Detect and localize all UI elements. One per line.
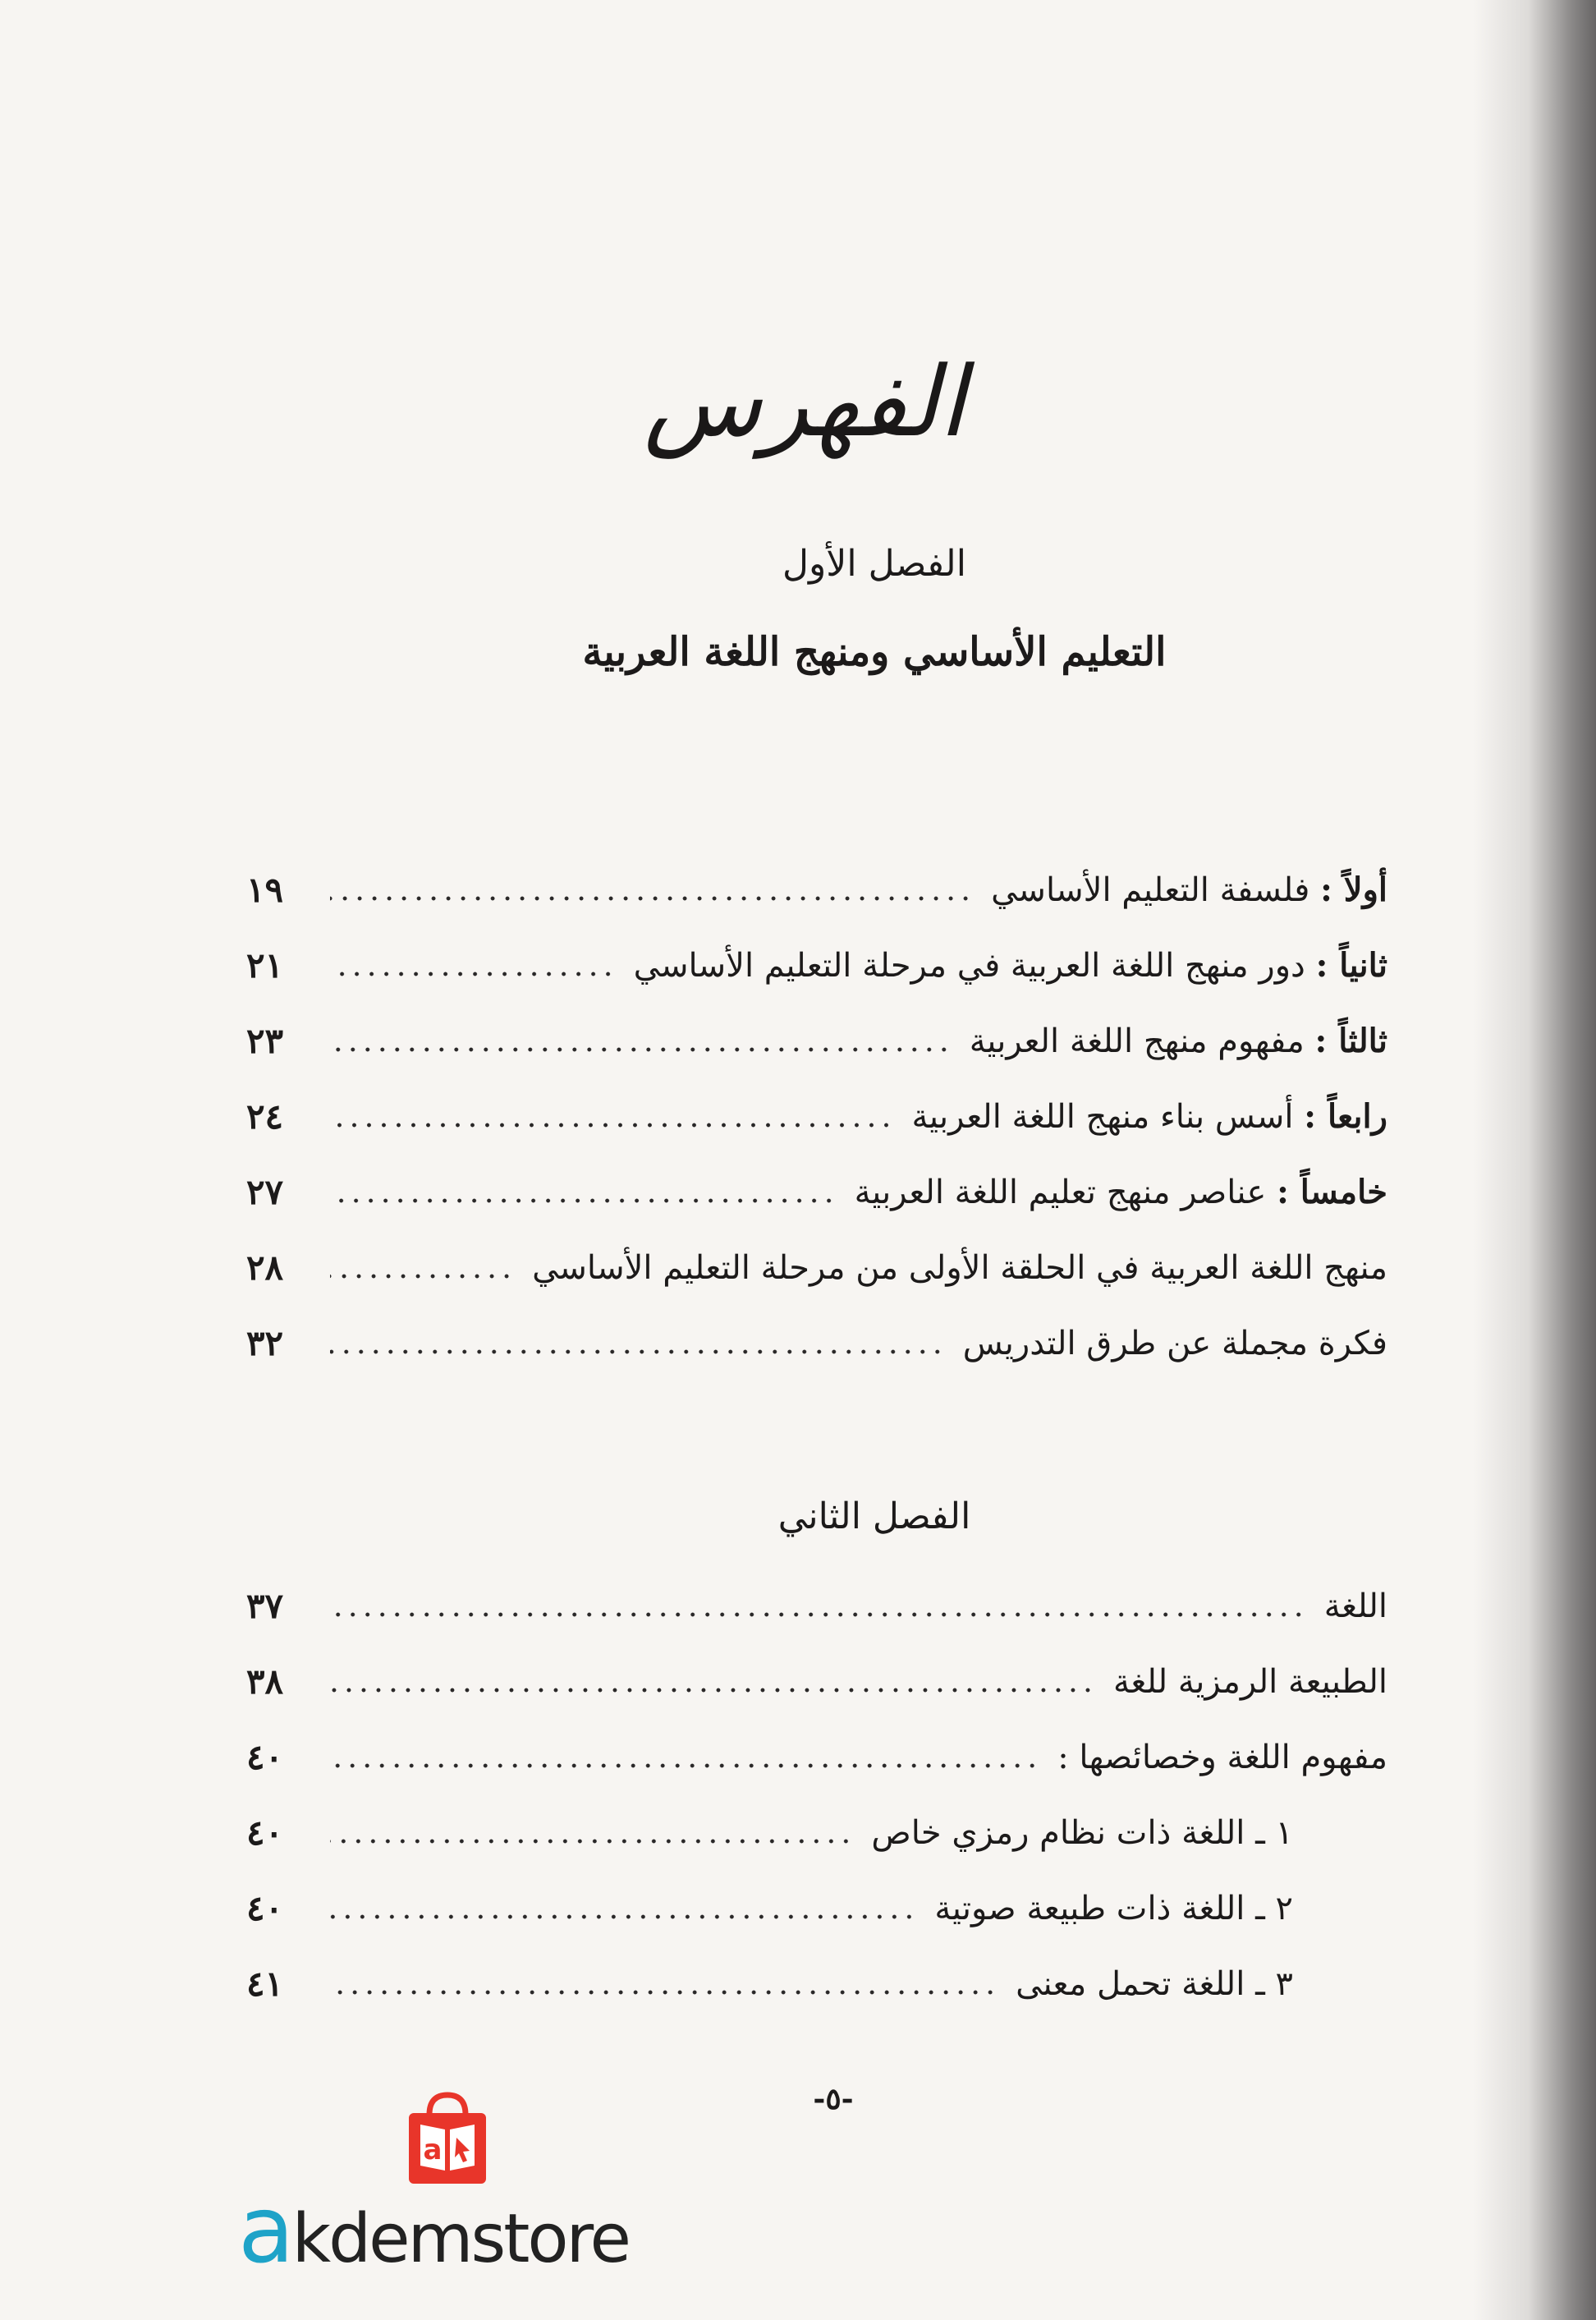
toc-entry-prefix: رابعاً :: [1304, 1097, 1387, 1136]
toc-page-number: ٣٢: [246, 1323, 284, 1363]
toc-page-number: ٤٠: [246, 1737, 284, 1777]
toc-entry-text: [854, 1173, 1387, 1211]
toc-entry-title: دور منهج اللغة العربية في مرحلة التعليم الأساسي: [633, 947, 1305, 985]
toc-entry: [246, 1306, 1387, 1381]
toc-entry: [246, 1569, 1387, 1644]
toc-entry-prefix: ثالثاً :: [1314, 1022, 1387, 1060]
toc-page-number: ١٩: [246, 870, 284, 910]
toc-entry-title: ١ ـ اللغة ذات نظام رمزي خاص: [871, 1814, 1293, 1852]
dot-leader: [330, 1123, 893, 1128]
dot-leader: [330, 1839, 853, 1844]
toc-entry-title: اللغة: [1323, 1587, 1387, 1625]
chapter-two-toc: [246, 1569, 1387, 2022]
toc-entry-text: [1323, 1587, 1387, 1625]
toc-entry-text: [532, 1249, 1387, 1287]
chapter-two-label: الفصل الثاني: [777, 1495, 971, 1537]
dot-leader: [330, 1990, 998, 1995]
dot-leader: [330, 896, 973, 901]
toc-entry-text: [1057, 1741, 1387, 1774]
dot-leader: [330, 1198, 837, 1203]
toc-entry-prefix: ثانياً :: [1315, 946, 1387, 985]
dot-leader: [330, 1688, 1095, 1693]
toc-entry-text: [911, 1097, 1387, 1136]
chapter-one-label: الفصل الأول: [782, 543, 966, 585]
binding-shadow: [1473, 0, 1596, 2320]
toc-page-number: ٣٨: [246, 1661, 284, 1702]
toc-entry-text: [934, 1892, 1387, 1925]
dot-leader: [330, 972, 616, 976]
chapter-one-title: التعليم الأساسي ومنهج اللغة العربية: [582, 629, 1167, 675]
toc-entry-title: مفهوم اللغة وخصائصها :: [1057, 1739, 1387, 1776]
toc-entry-title: فكرة مجملة عن طرق التدريس: [962, 1325, 1387, 1362]
dot-leader: [330, 1612, 1306, 1617]
toc-subentry: [246, 1946, 1387, 2022]
toc-entry-title: منهج اللغة العربية في الحلقة الأولى من مرحلة التعليم الأساسي: [532, 1249, 1387, 1287]
toc-entry-text: [1016, 1965, 1387, 2003]
toc-entry-text: [633, 946, 1387, 985]
dot-leader: [330, 1274, 514, 1279]
toc-subentry: [246, 1795, 1387, 1871]
brand-wordmark: [238, 2177, 681, 2284]
toc-page-number: ٢٤: [246, 1096, 284, 1137]
toc-entry: [246, 1230, 1387, 1306]
page-number-footer: -٥-: [813, 2082, 854, 2116]
toc-entry: [246, 1644, 1387, 1720]
toc-entry-title: عناصر منهج تعليم اللغة العربية: [854, 1174, 1267, 1211]
toc-entry: [246, 1155, 1387, 1230]
dot-leader: [330, 1047, 952, 1052]
toc-entry-text: [991, 871, 1387, 909]
toc-page-number: ٢١: [246, 945, 284, 985]
brand-initial: a: [238, 2177, 292, 2284]
toc-page-number: ٢٧: [246, 1172, 284, 1212]
toc-entry-title: ٣ ـ اللغة تحمل معنى: [1016, 1965, 1293, 2003]
toc-page-number: ٤١: [246, 1964, 284, 2004]
toc-entry: [246, 1079, 1387, 1155]
shopping-bag-book-icon: [402, 2090, 493, 2187]
toc-page-number: ٢٨: [246, 1247, 284, 1288]
toc-subentry: [246, 1871, 1387, 1946]
toc-page-number: ٣٧: [246, 1586, 284, 1626]
toc-entry-title: مفهوم منهج اللغة العربية: [969, 1022, 1305, 1060]
toc-page-number: ٤٠: [246, 1812, 284, 1853]
toc-entry-text: [871, 1814, 1387, 1852]
toc-entry-prefix: خامساً :: [1277, 1173, 1387, 1211]
toc-entry-title: الطبيعة الرمزية للغة: [1112, 1663, 1387, 1701]
dot-leader: [330, 1763, 1039, 1768]
page-title: الفهرس: [644, 345, 965, 458]
toc-entry: [246, 852, 1387, 928]
akdemstore-watermark: [238, 2090, 681, 2284]
toc-entry-prefix: أولاً :: [1320, 871, 1387, 909]
toc-entry-title: فلسفة التعليم الأساسي: [991, 871, 1310, 909]
toc-entry: [246, 1720, 1387, 1795]
svg-text:a: a: [423, 2134, 443, 2166]
brand-name: kdemstore: [291, 2200, 629, 2278]
toc-entry-text: [1112, 1663, 1387, 1701]
toc-page-number: ٢٣: [246, 1021, 284, 1061]
chapter-one-toc: [246, 852, 1387, 1381]
dot-leader: [330, 1349, 945, 1354]
dot-leader: [330, 1914, 916, 1919]
toc-entry-title: ٢ ـ اللغة ذات طبيعة صوتية: [934, 1890, 1293, 1927]
toc-entry: [246, 1004, 1387, 1079]
toc-entry: [246, 928, 1387, 1004]
toc-page-number: ٤٠: [246, 1888, 284, 1928]
toc-entry-title: أسس بناء منهج اللغة العربية: [911, 1098, 1294, 1136]
toc-entry-text: [969, 1022, 1387, 1060]
toc-entry-text: [963, 1327, 1387, 1360]
